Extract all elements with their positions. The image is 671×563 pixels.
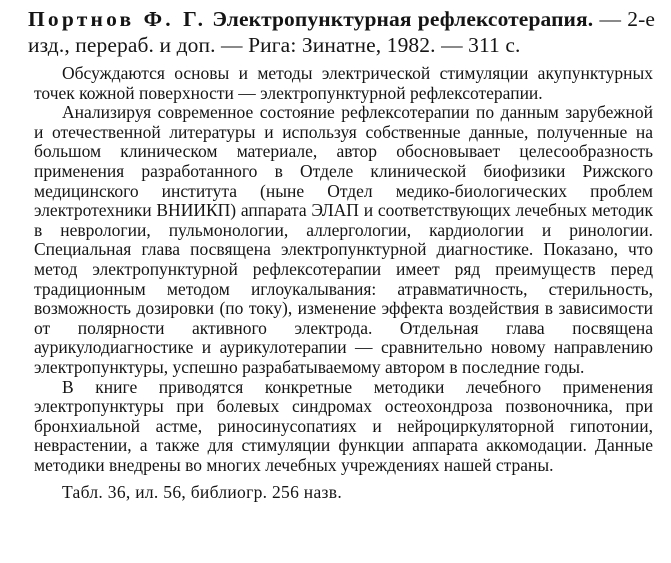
- bibliography-summary: Табл. 36, ил. 56, библиогр. 256 назв.: [62, 482, 342, 503]
- paragraph-2: Анализируя современное состояние рефлексотерапии по данным зарубежной и отечественной литературы и используя собственные данные, полученные на большом клиническом материале, автор обосновывает целесообразность применения разработанного в Отделе клинической биофизики Рижского медицинского института (ныне Отдел медико-биологических проблем электротехники ВНИИКП) аппарата ЭЛАП и соответствующих лечебных методик в неврологии, пульмонологии, аллергологии, кардиологии и ринологии. Специальная глава посвящена электропунктурной диагностике. Показано, что метод электропунктурной рефлексотерапии имеет ряд преимуществ перед традиционным методом иглоукалывания: атравматичность, стерильность, возможность дозировки (по току), изменение эффекта воздействия в зависимости от полярности активного электрода. Отдельная глава посвящена аурикулодиагностике и аурикулотерапии — сравнительно новому направлению электропунктуры, успешно разрабатываемому автором в последние годы.: [34, 102, 653, 377]
- book-title: Электропунктурная рефлексотерапия.: [212, 7, 594, 31]
- bibliographic-heading: [28, 6, 655, 58]
- author-name: Портнов Ф. Г.: [28, 7, 207, 31]
- paragraph-3: В книге приводятся конкретные методики лечебного применения электропунктуры при болевых синдромах остеохондроза позвоночника, при бронхиальной астме, риносинусопатиях и нейроциркуляторной гипотонии, неврастении, а также для стимуляции функции аппарата аккомодации. Данные методики внедрены во многих лечебных учреждениях нашей страны.: [34, 376, 653, 475]
- annotation-body: [20, 64, 655, 475]
- paragraph-1: Обсуждаются основы и методы электрической стимуляции акупунктурных точек кожной поверхности — электропунктурной рефлексотерапии.: [34, 63, 653, 103]
- publication-details: — 2-е изд., перераб. и доп. — Рига: Зинатне, 1982. — 311 с.: [28, 7, 655, 57]
